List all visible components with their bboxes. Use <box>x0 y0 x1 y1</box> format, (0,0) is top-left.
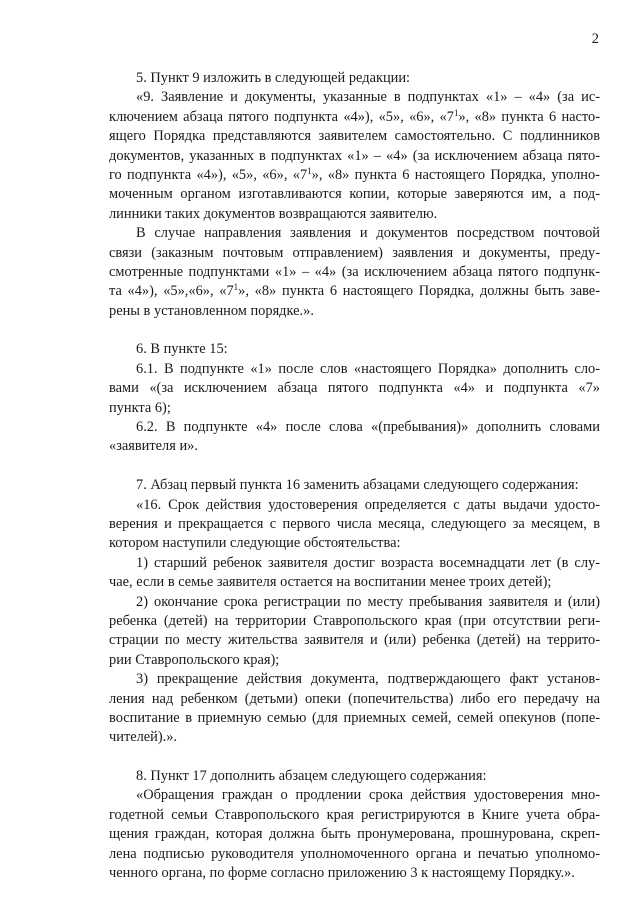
text-line: ченного органа, по форме согласно приложению 3 к настоящему Порядку.». <box>109 865 575 882</box>
text-line: «заявителя и». <box>109 438 198 455</box>
text-line: пункта 6); <box>109 399 171 416</box>
section-5-heading: 5. Пункт 9 изложить в следующей редакции: <box>136 70 411 86</box>
section-8 <box>109 767 600 883</box>
superscript: 1 <box>233 282 239 293</box>
section-6 <box>109 340 600 456</box>
text-line: рии Ставропольского края); <box>109 651 280 668</box>
text-line: «Обращения граждан о продлении срока действия удостоверения мно- <box>136 787 600 804</box>
text-line: вами «(за исключением абзаца пятого подпункта «4» и подпункта «7» <box>109 380 600 397</box>
document-body <box>109 69 600 883</box>
text-line: 1) старший ребенок заявителя достиг возраста восемнадцати лет (в слу- <box>136 554 600 571</box>
section-8-heading: 8. Пункт 17 дополнить абзацем следующего содержания: <box>136 768 487 785</box>
text-line: чае, если в семье заявителя остается на воспитании менее троих детей); <box>109 574 552 591</box>
text-line: смотренные подпунктами «1» – «4» (за исключением абзаца пятого подпунк- <box>109 263 600 280</box>
text-line: ления над ребенком (детьми) опеки (попечительства) либо его передачу на <box>109 690 600 707</box>
text-line: В случае направления заявления и документов посредством почтовой <box>136 225 600 242</box>
text-line: котором наступили следующие обстоятельства: <box>109 535 401 552</box>
text-line: линники таких документов возвращаются заявителю. <box>109 205 438 222</box>
text-line: воспитание в приемную семью (для приемных семей, семей опекунов (попе- <box>109 709 600 726</box>
text-line: моченным органом изготавливаются копии, которые заверяются им, а под- <box>109 186 600 203</box>
text-line: лена подписью руководителя уполномоченного органа и печатью уполномо- <box>109 845 600 862</box>
paragraph-gap <box>109 748 600 767</box>
text-line: ребенка (детей) на территории Ставропольского края (при отсутствии реги- <box>109 612 600 629</box>
section-5 <box>109 69 600 321</box>
text-line: связи (заказным почтовым отправлением) заявления и документы, преду- <box>109 244 600 261</box>
text-line: 6.2. В подпункте «4» после слова «(пребывания)» дополнить словами <box>136 419 600 436</box>
text-line: страции по месту жительства заявителя и (или) ребенка (детей) на террито- <box>109 632 600 649</box>
superscript: 1 <box>307 165 312 176</box>
text-line: документов, указанных в подпунктах «1» – «4» (за исключением абзаца пято- <box>109 147 600 164</box>
text-line: верения и прекращается с первого числа месяца, следующего за месяцем, в <box>109 515 600 532</box>
text-line: 6.1. В подпункте «1» после слов «настоящего Порядка» дополнить сло- <box>136 360 600 377</box>
text-line: 3) прекращение действия документа, подтверждающего факт установ- <box>136 671 600 688</box>
paragraph-gap <box>109 321 600 340</box>
text-line: «9. Заявление и документы, указанные в подпунктах «1» – «4» (за ис- <box>136 89 600 106</box>
section-7 <box>109 476 600 747</box>
text-line: ключением абзаца пятого подпункта «4»), «5», «6», «$7^1$», «8» пункта 6 насто- <box>109 107 600 125</box>
text-line: 2) окончание срока регистрации по месту пребывания заявителя и (или) <box>136 593 600 610</box>
text-line: ящего Порядка представляются заявителем самостоятельно. С подлинников <box>109 128 600 145</box>
text-line: годетной семьи Ставропольского края регистрируются в Книге учета обра- <box>109 806 600 823</box>
superscript: 1 <box>453 107 459 118</box>
text-line: рены в установленном порядке.». <box>109 302 314 319</box>
text-line: та «4»), «5»,«6», «$7^1$», «8» пункта 6 настоящего Порядка, должны быть заве- <box>109 282 600 300</box>
paragraph-gap <box>109 457 600 476</box>
text-line: щения граждан, которая должна быть пронумерована, прошнурована, скреп- <box>109 826 600 843</box>
section-7-heading: 7. Абзац первый пункта 16 заменить абзацами следующего содержания: <box>136 477 579 494</box>
section-6-heading: 6. В пункте 15: <box>136 341 228 358</box>
page-number: 2 <box>591 31 599 47</box>
text-line: го подпункта «4»), «5», «6», «$7^1$», «8» пункта 6 настоящего Порядка, уполно- <box>109 165 600 183</box>
text-line: «16. Срок действия удостоверения определяется с даты выдачи удосто- <box>136 496 600 513</box>
text-line: чителей).». <box>109 729 178 746</box>
